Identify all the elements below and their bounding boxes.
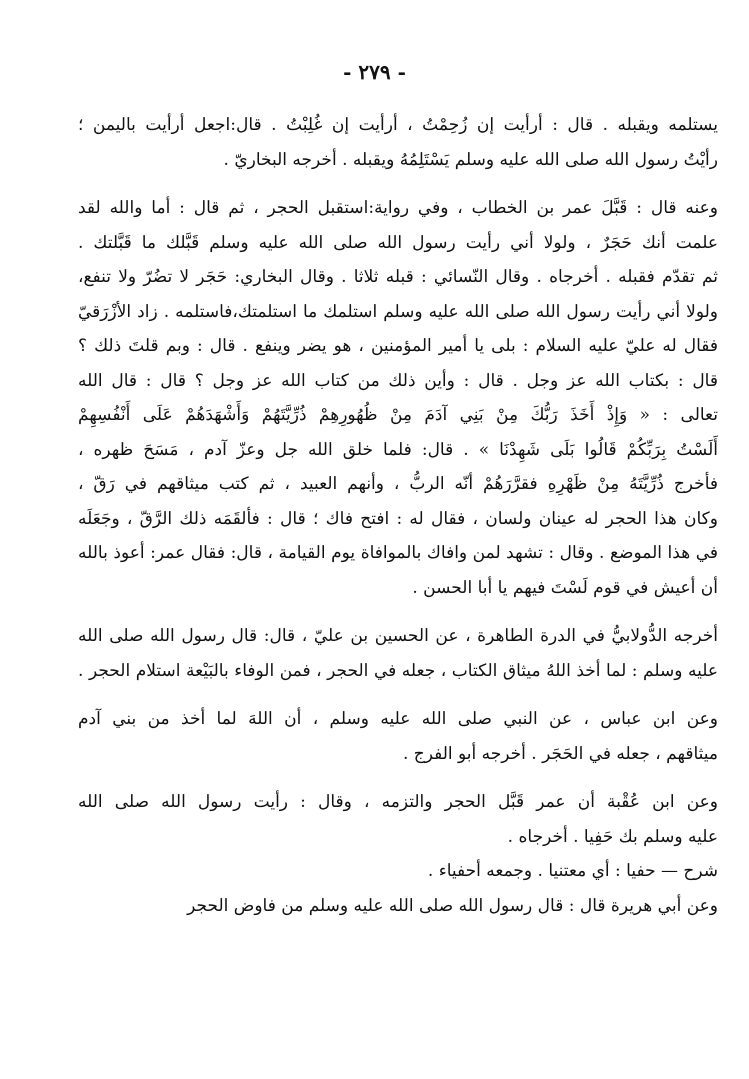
paragraph-3 [78,619,718,688]
text-line: وعنه قال : قَبَّلَ عمر بن الخطاب ، وفي رواية:استقبل الحجر ، ثم قال : أما والله لقد [78,198,718,218]
page-number: - ٢٧٩ - [343,60,406,84]
text-line: قال : بكتاب الله عز وجل . قال : وأين ذلك من كتاب الله عز وجل ؟ قال : قال الله [78,370,718,391]
text-line: يستلمه ويقبله . قال : أرأيت إن زُحِمْتُ ، أرأيت إن غُلِبْتُ . قال:اجعل أرأيت باليمن ؛ [78,115,718,135]
text-line: وعن ابن عُقْبة أن عمر قَبَّل الحجر والتزمه ، وقال : رأيت رسول الله صلى الله [78,792,718,812]
text-line: علمت أنك حَجَرٌ ، ولولا أني رأيت رسول الله صلى الله عليه وسلم قَبَّلك ما قَبَّلتك . [78,232,718,253]
text-line: ولولا أني رأيت رسول الله صلى الله عليه وسلم استلمك ما استلمتك،فاستلمه . زاد الأزْرَقيّ [78,301,718,322]
body-text [78,108,718,923]
text-line: وعن ابن عباس ، عن النبي صلى الله عليه وسلم ، أن اللهَ لما أخذ من بني آدم [78,709,718,729]
text-line: عليه وسلم : لما أخذ اللهُ ميثاق الكتاب ، جعله في الحجر ، فمن الوفاء بالبَيْعة استلام الحجر . [78,660,718,681]
text-line: وعن أبي هريرة قال : قال رسول الله صلى الله عليه وسلم من فاوض الحجر [187,895,718,916]
text-line: ميثاقهم ، جعله في الحَجَر . أخرجه أبو الفرج . [402,743,718,764]
text-line: عليه وسلم بك حَفِيا . أخرجاه . [507,826,718,847]
text-line: وكان هذا الحجر له عينان ولسان ، فقال له : افتح فاك ؛ قال : فألقَمَه ذلك الرَّقّ ، وجَعَلَه [78,508,718,529]
paragraph-6 [78,854,718,889]
paragraph-4 [78,702,718,771]
paragraph-2 [78,191,718,605]
text-line: شرح — حفيا : أي معتنيا . وجمعه أحفياء . [427,861,718,881]
text-line: أخرجه الدُّولابيُّ في الدرة الطاهرة ، عن الحسين بن عليّ ، قال: قال رسول الله صلى الله [78,626,718,646]
paragraph-5 [78,785,718,854]
text-line: ثم تقدّم فقبله . أخرجاه . وقال النّسائي : قبله ثلاثا . وقال البخاري: حَجَر لا تضُرّ ولا تنفع، [78,267,718,287]
text-line: تعالى : « وَإِذْ أَخَذَ رَبُّكَ مِنْ بَنِي آدَمَ مِنْ ظُهُورِهِمْ ذُرِّيَّتَهُمْ وَأَشْهَدَهُمْ عَلَى أَنْفُسِهِمْ [78,405,718,425]
text-line: رأيْتُ رسول الله صلى الله عليه وسلم يَسْتَلِمُهُ ويقبله . أخرجه البخاريّ . [223,149,718,170]
text-line: فأخرج ذُرِّيَّتَهُ مِنْ ظَهْرِهِ فقرَّرَهُمْ أنّه الربُّ ، وأنهم العبيد ، ثم كتب ميثاقهم في رَقّ ، [78,474,718,494]
text-line: في هذا الموضع . وقال : تشهد لمن وافاك بالموافاة يوم القيامة ، قال: فقال عمر: أعوذ بالله [78,543,718,563]
text-line: أن أعيش في قوم لَسْتَ فيهم يا أبا الحسن . [412,577,718,598]
paragraph-1 [78,108,718,177]
text-line: أَلَسْتُ بِرَبِّكُمْ قَالُوا بَلَى شَهِدْنَا » . قال: فلما خلق الله جل وعزّ آدم ، مَسَحَ ظهره ، [78,439,718,460]
paragraph-7 [78,889,718,924]
text-line: فقال له عليّ عليه السلام : بلى يا أمير المؤمنين ، هو يضر وينفع . قال : وبم قلتَ ذلك ؟ [78,336,718,356]
